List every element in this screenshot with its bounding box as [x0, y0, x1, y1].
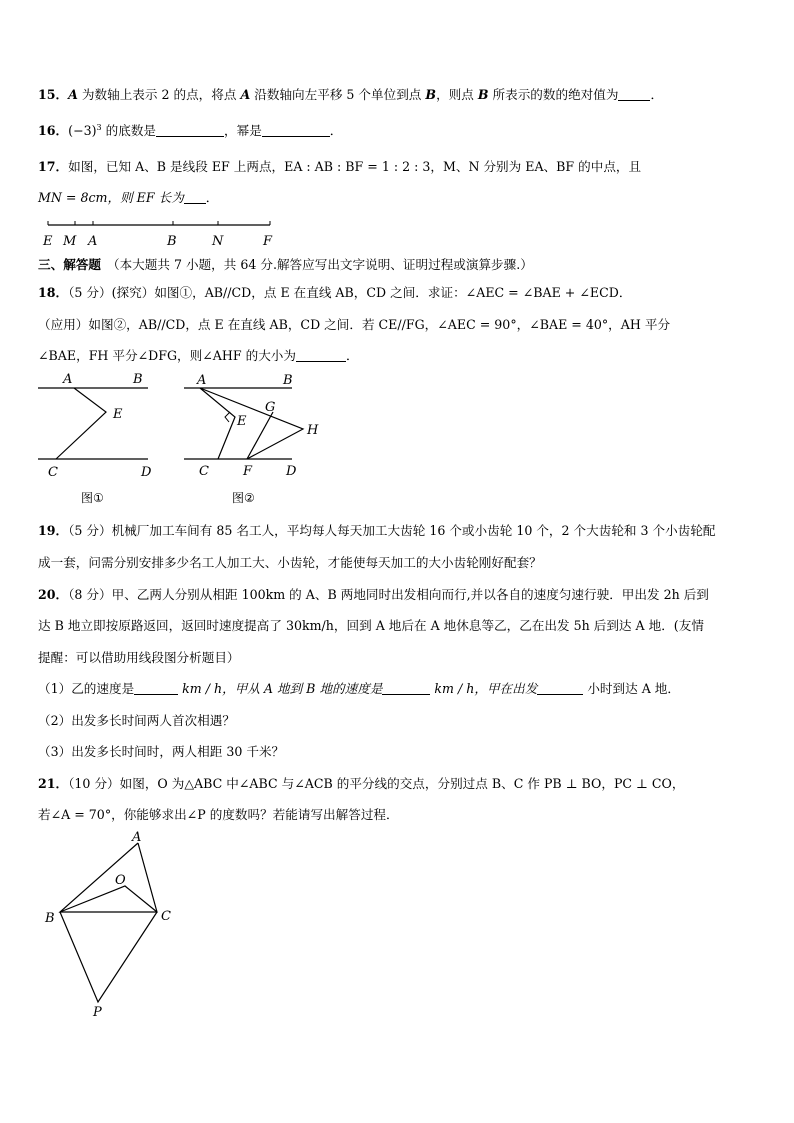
question-text: 若∠A = 70°，你能够求出∠P 的度数吗？若能请写出解答过程．: [38, 807, 399, 822]
point-label-f: F: [243, 464, 253, 479]
point-label-h: H: [307, 423, 319, 438]
question-text: （5 分）机械厂加工车间有 85 名工人，平均每人每天加工大齿轮 16 个或小齿轮 10 个，2 个大齿轮和 3 个小齿轮配: [68, 523, 716, 538]
point-label-c: C: [199, 464, 209, 479]
answer-blank[interactable]: [184, 191, 206, 204]
point-label-a: A: [132, 830, 142, 845]
question-text: B: [425, 87, 437, 102]
question-20-line2: [38, 615, 704, 634]
point-label-p: P: [93, 1005, 102, 1020]
point-label-e: E: [43, 234, 53, 249]
question-19-line2: [38, 552, 542, 571]
question-number: 19．: [38, 523, 69, 538]
question-text: （8 分）甲、乙两人分别从相距 100km 的 A、B 两地同时出发相向而行,并以各自的速度匀速行驶．甲出发 2h 后到: [68, 587, 709, 602]
question-text: ．: [345, 348, 359, 363]
question-number: 16．: [38, 123, 69, 138]
question-18-line2: [38, 314, 670, 333]
question-text: ，则点: [436, 87, 478, 102]
triangle-figure: [40, 832, 190, 1022]
question-text: A: [240, 87, 251, 102]
question-text: 小时到达 A 地．: [583, 681, 680, 696]
question-text: （5 分）(探究）如图①，AB//CD，点 E 在直线 AB，CD 之间．求证：∠AEC = ∠BAE + ∠ECD．: [68, 285, 632, 300]
question-text: km / h，甲从 A 地到 B 地的速度是: [178, 681, 383, 696]
answer-blank[interactable]: [382, 682, 430, 695]
question-20: [38, 584, 709, 603]
point-label-a: A: [88, 234, 98, 249]
figure-caption: 图②: [232, 491, 255, 505]
point-label-n: N: [212, 234, 224, 249]
question-text: A: [68, 87, 78, 102]
point-label-f: F: [263, 234, 273, 249]
question-number: 18．: [38, 285, 69, 300]
math-expression: (−3): [68, 123, 97, 138]
question-20-sub1: [38, 678, 680, 697]
answer-blank[interactable]: [618, 88, 650, 101]
question-text: （1）乙的速度是: [38, 681, 135, 696]
question-text: 如图，已知 A、B 是线段 EF 上两点，EA : AB : BF = 1 : 2 : 3，M、N 分别为 EA、BF 的中点，且: [68, 159, 642, 174]
section-title: 三、解答题: [38, 257, 101, 272]
point-label-b: B: [167, 234, 177, 249]
question-text: 为数轴上表示 2 的点，将点: [77, 87, 241, 102]
question-text: ∠BAE，FH 平分∠DFG，则∠AHF 的大小为: [38, 348, 296, 363]
point-label-a: A: [197, 373, 207, 388]
question-text: （应用）如图②，AB//CD，点 E 在直线 AB，CD 之间．若 CE//FG，∠AEC = 90°，∠BAE = 40°，AH 平分: [38, 317, 671, 332]
question-text: 沿数轴向左平移 5 个单位到点: [250, 87, 426, 102]
answer-blank[interactable]: [156, 124, 224, 137]
question-text: MN = 8cm，则 EF 长为: [38, 190, 184, 205]
section-heading: [38, 254, 533, 273]
question-18-line3: [38, 345, 359, 364]
question-text: 达 B 地立即按原路返回，返回时速度提高了 30km/h，回到 A 地后在 A 地休息等乙，乙在出发 5h 后到达 A 地．(友情: [38, 618, 704, 633]
figure-caption: 图①: [81, 491, 104, 505]
question-text: （10 分）如图，O 为△ABC 中∠ABC 与∠ACB 的平分线的交点，分别过点 B、C 作 PB ⊥ BO，PC ⊥ CO，: [68, 776, 685, 791]
point-label-b: B: [283, 373, 293, 388]
question-text: （3）出发多长时间时，两人相距 30 千米？: [38, 744, 285, 759]
question-number: 21．: [38, 776, 69, 791]
question-text: 所表示的数的绝对值为: [488, 87, 619, 102]
point-label-c: C: [48, 465, 58, 480]
question-text: B: [477, 87, 489, 102]
point-label-g: G: [265, 400, 276, 415]
answer-blank[interactable]: [296, 349, 346, 362]
question-number: 20．: [38, 587, 69, 602]
question-text: ．: [205, 190, 219, 205]
math-exponent: 3: [96, 122, 102, 132]
question-text: 的底数是: [101, 123, 157, 138]
point-label-b: B: [45, 911, 55, 926]
question-text: 成一套，问需分别安排多少名工人加工大、小齿轮，才能使每天加工的大小齿轮刚好配套？: [38, 555, 542, 570]
answer-blank[interactable]: [262, 124, 330, 137]
point-label-d: D: [141, 465, 152, 480]
question-15: [38, 84, 663, 103]
question-18: [38, 282, 631, 301]
point-label-a: A: [63, 372, 73, 387]
question-20-sub3: [38, 741, 284, 760]
question-text: ，幂是: [224, 123, 262, 138]
question-text: km / h，甲在出发: [430, 681, 538, 696]
answer-blank[interactable]: [537, 682, 583, 695]
question-text: 提醒：可以借助用线段图分析题目）: [38, 650, 240, 665]
question-text: ．: [650, 87, 664, 102]
question-17: [38, 156, 641, 175]
section-description: （本大题共 7 小题，共 64 分.解答应写出文字说明、证明过程或演算步骤.）: [106, 257, 533, 272]
point-label-e: E: [237, 414, 247, 429]
question-21: [38, 773, 684, 792]
question-19: [38, 520, 716, 539]
point-label-o: O: [115, 873, 126, 888]
point-label-d: D: [286, 464, 297, 479]
figure-2: [180, 370, 330, 510]
question-text: （2）出发多长时间两人首次相遇？: [38, 713, 235, 728]
point-label-m: M: [63, 234, 77, 249]
point-label-e: E: [113, 407, 123, 422]
point-label-b: B: [133, 372, 143, 387]
question-number: 17．: [38, 159, 69, 174]
question-number: 15．: [38, 87, 69, 102]
question-20-sub2: [38, 710, 235, 729]
question-16: [38, 120, 342, 139]
answer-blank[interactable]: [134, 682, 178, 695]
point-label-c: C: [161, 909, 171, 924]
segment-figure: [38, 216, 288, 248]
question-text: ．: [329, 123, 343, 138]
question-17-line2: [38, 187, 218, 206]
figure-1: [36, 370, 156, 510]
question-21-line2: [38, 804, 399, 823]
question-20-line3: [38, 647, 240, 666]
